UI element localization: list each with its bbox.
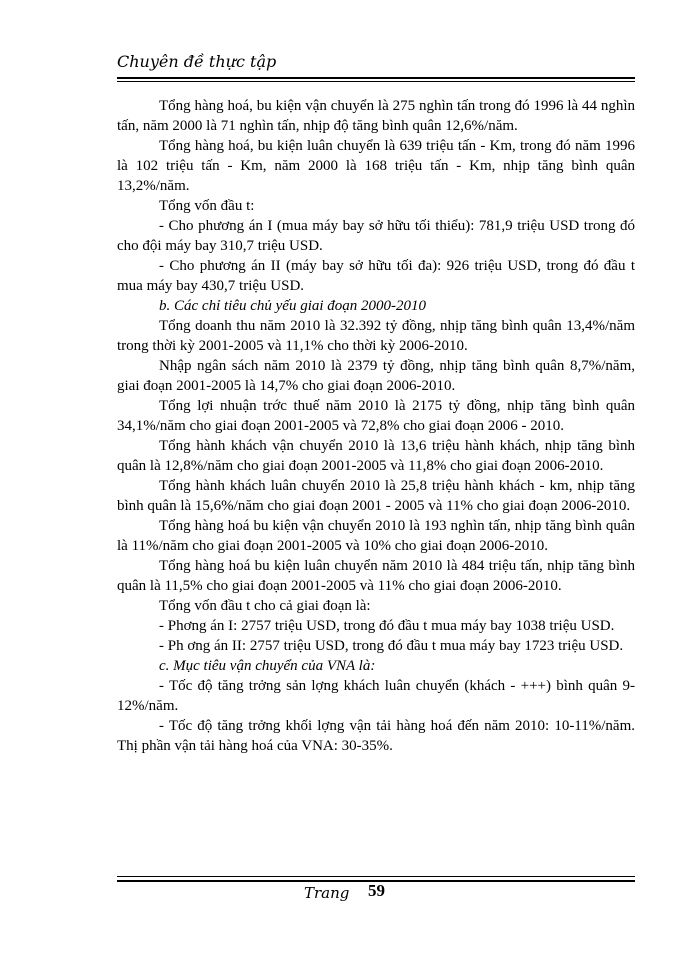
paragraph: - Cho phương án II (máy bay sở hữu tối đa): 926 triệu USD, trong đó đầu t mua máy bay 430,7 triệu USD.	[117, 258, 635, 294]
footer-page-label: Trang	[304, 884, 350, 902]
paragraph: - Tốc độ tăng trởng khối lợng vận tải hàng hoá đến năm 2010: 10-11%/năm. Thị phần vận tải hàng hoá của VNA: 30-35%.	[117, 718, 635, 754]
paragraph: Tổng hàng hoá, bu kiện vận chuyển là 275 nghìn tấn trong đó 1996 là 44 nghìn tấn, năm 2000 là 71 nghìn tấn, nhịp độ tăng bình quân 12,6%/năm.	[117, 98, 635, 134]
paragraph: Tổng hàng hoá bu kiện vận chuyển 2010 là 193 nghìn tấn, nhịp tăng bình quân là 11%/năm cho giai đoạn 2001-2005 và 10% cho giai đoạn 2006-2010.	[117, 518, 635, 554]
body-text	[117, 96, 635, 756]
header-rule-thick	[117, 77, 635, 79]
footer-rule-thin	[117, 876, 635, 877]
paragraph: c. Mục tiêu vận chuyển của VNA là:	[159, 658, 376, 674]
paragraph: Tổng hành khách vận chuyển 2010 là 13,6 triệu hành khách, nhịp tăng bình quân là 12,8%/năm cho giai đoạn 2001-2005 và 11,8% cho giai đoạn 2006-2010.	[117, 438, 635, 474]
paragraph: Tổng hàng hoá, bu kiện luân chuyển là 639 triệu tấn - Km, trong đó năm 1996 là 102 triệu tấn - Km, năm 2000 là 168 triệu tấn - Km, nhịp tăng bình quân 13,2%/năm.	[117, 138, 635, 194]
paragraph: Tổng doanh thu năm 2010 là 32.392 tỷ đồng, nhịp tăng bình quân 13,4%/năm trong thời kỳ 2001-2005 và 11,1% cho thời kỳ 2006-2010.	[117, 318, 635, 354]
paragraph: - Ph ơng án II: 2757 triệu USD, trong đó đầu t mua máy bay 1723 triệu USD.	[159, 638, 624, 654]
paragraph: Tổng vốn đầu t cho cả giai đoạn là:	[159, 598, 371, 614]
paragraph: - Tốc độ tăng trởng sản lợng khách luân chuyển (khách - +++) bình quân 9-12%/năm.	[117, 678, 635, 714]
paragraph: Tổng lợi nhuận trớc thuế năm 2010 là 2175 tỷ đồng, nhịp tăng bình quân 34,1%/năm cho giai đoạn 2001-2005 và 72,8% cho giai đoạn 2006 - 2010.	[117, 398, 635, 434]
footer-page-number: 59	[368, 881, 385, 900]
paragraph: Tổng vốn đầu t:	[159, 198, 255, 214]
header-title: Chuyên đề thực tập	[117, 52, 277, 71]
paragraph: - Phơng án I: 2757 triệu USD, trong đó đầu t mua máy bay 1038 triệu USD.	[159, 618, 615, 634]
header-rule-thin	[117, 81, 635, 82]
paragraph: Tổng hành khách luân chuyển 2010 là 25,8 triệu hành khách - km, nhịp tăng bình quân là 15,6%/năm cho giai đoạn 2001 - 2005 và 11% cho giai đoạn 2006-2010.	[117, 478, 635, 514]
paragraph: - Cho phương án I (mua máy bay sở hữu tối thiểu): 781,9 triệu USD trong đó cho đội máy bay 310,7 triệu USD.	[117, 218, 635, 254]
paragraph: Nhập ngân sách năm 2010 là 2379 tỷ đồng, nhịp tăng bình quân 8,7%/năm, giai đoạn 2001-2005 là 14,7% cho giai đoạn 2006-2010.	[117, 358, 635, 394]
paragraph: b. Các chỉ tiêu chủ yếu giai đoạn 2000-2010	[159, 298, 427, 314]
paragraph: Tổng hàng hoá bu kiện luân chuyển năm 2010 là 484 triệu tấn, nhịp tăng bình quân là 11,5% cho giai đoạn 2001-2005 và 11% cho giai đoạn 2006-2010.	[117, 558, 635, 594]
